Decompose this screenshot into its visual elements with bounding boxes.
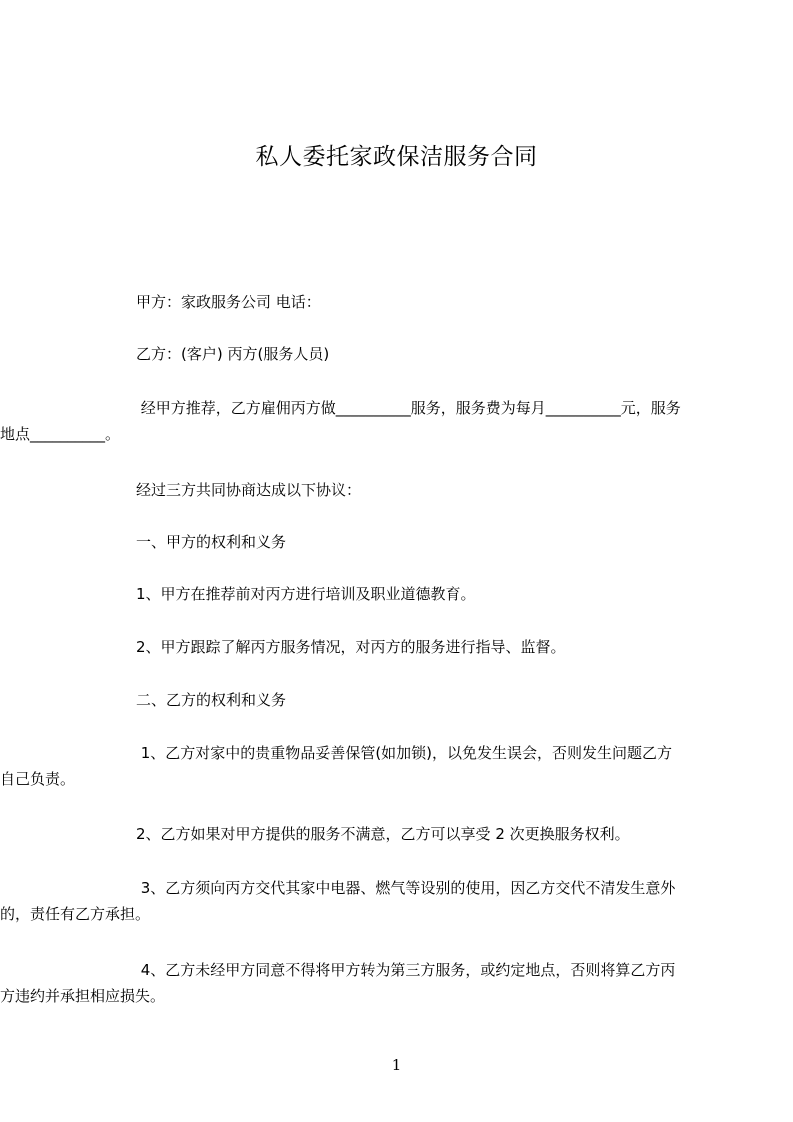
party-a-line: 甲方：家政服务公司 电话： — [136, 293, 321, 311]
section-2-item-2: 2、乙方如果对甲方提供的服务不满意，乙方可以享受 2 次更换服务权利。 — [136, 825, 630, 843]
section-2-item-4-line-1: 4、乙方未经甲方同意不得将甲方转为第三方服务，或约定地点，否则将算乙方丙 — [136, 961, 676, 979]
section-2-item-1-line-1: 1、乙方对家中的贵重物品妥善保管(如加锁)，以免发生误会，否则发生问题乙方 — [136, 744, 673, 762]
section-1-item-2: 2、甲方跟踪了解丙方服务情况，对丙方的服务进行指导、监督。 — [136, 638, 566, 656]
section-2-item-1-line-2: 自己负责。 — [0, 770, 76, 788]
section-2-item-1 — [0, 740, 716, 792]
section-2-item-4 — [0, 957, 716, 1009]
section-1-item-1: 1、甲方在推荐前对丙方进行培训及职业道德教育。 — [136, 585, 476, 603]
party-b-line: 乙方：(客户) 丙方(服务人员) — [136, 345, 330, 363]
section-1-heading: 一、甲方的权利和义务 — [136, 533, 287, 551]
section-2-item-3-line-2: 的，责任有乙方承担。 — [0, 905, 151, 923]
intro-line-2: 地点__________。 — [0, 425, 121, 443]
section-2-item-3-line-1: 3、乙方须向丙方交代其家中电器、燃气等设别的使用，因乙方交代不清发生意外 — [136, 879, 676, 897]
section-2-item-3 — [0, 875, 716, 927]
document-title: 私人委托家政保洁服务合同 — [255, 144, 538, 170]
page-number: 1 — [391, 1056, 402, 1074]
section-2-item-4-line-2: 方违约并承担相应损失。 — [0, 987, 166, 1005]
intro-paragraph — [0, 395, 716, 447]
section-2-heading: 二、乙方的权利和义务 — [136, 691, 287, 709]
intro-line-1: 经甲方推荐，乙方雇佣丙方做__________服务，服务费为每月__________元，服务 — [136, 399, 681, 417]
agreement-line: 经过三方共同协商达成以下协议： — [136, 481, 362, 499]
